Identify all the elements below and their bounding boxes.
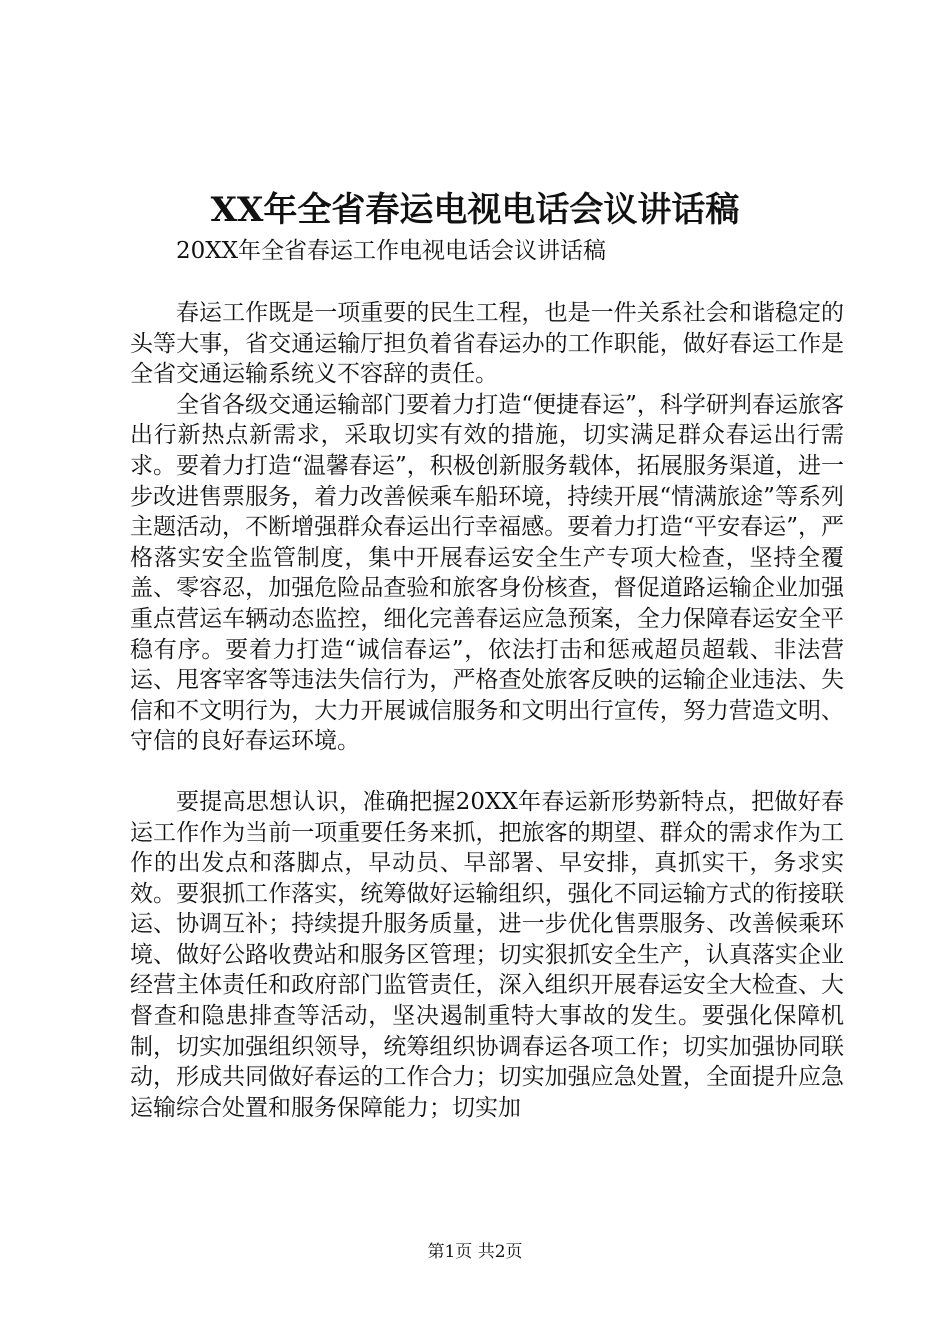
page-footer: 第1页 共2页 [427,1242,523,1262]
document-subtitle: 20XX年全省春运工作电视电话会议讲话稿 [176,238,607,264]
paragraph: 春运工作既是一项重要的民生工程，也是一件关系社会和谐稳定的头等大事，省交通运输厅担负着省春运办的工作职能，做好春运工作是全省交通运输系统义不容辞的责任。 [130,300,844,388]
document-body [130,298,844,1123]
document-title: XX年全省春运电视电话会议讲话稿 [210,190,740,230]
paragraph: 全省各级交通运输部门要着力打造“便捷春运”，科学研判春运旅客出行新热点新需求，采取切实有效的措施，切实满足群众春运出行需求。要着力打造“温馨春运”，积极创新服务载体，拓展服务渠道，进一步改进售票服务，着力改善候乘车船环境，持续开展“情满旅途”等系列主题活动，不断增强群众春运出行幸福感。要着力打造“平安春运”，严格落实安全监管制度，集中开展春运安全生产专项大检查，坚持全覆盖、零容忍，加强危险品查验和旅客身份核查，督促道路运输企业加强重点营运车辆动态监控，细化完善春运应急预案，全力保障春运安全平稳有序。要着力打造“诚信春运”，依法打击和惩戒超员超载、非法营运、甩客宰客等违法失信行为，严格查处旅客反映的运输企业违法、失信和不文明行为，大力开展诚信服务和文明出行宣传，努力营造文明、守信的良好春运环境。 [130,391,844,755]
paragraph: 要提高思想认识，准确把握20XX年春运新形势新特点，把做好春运工作作为当前一项重要任务来抓，把旅客的期望、群众的需求作为工作的出发点和落脚点，早动员、早部署、早安排，真抓实干，务求实效。要狠抓工作落实，统筹做好运输组织，强化不同运输方式的衔接联运、协调互补；持续提升服务质量，进一步优化售票服务、改善候乘环境、做好公路收费站和服务区管理；切实狠抓安全生产，认真落实企业经营主体责任和政府部门监管责任，深入组织开展春运安全大检查、大督查和隐患排查等活动，坚决遏制重特大事故的发生。要强化保障机制，切实加强组织领导，统筹组织协调春运各项工作；切实加强协同联动，形成共同做好春运的工作合力；切实加强应急处置，全面提升应急运输综合处置和服务保障能力；切实加 [130,788,844,1121]
